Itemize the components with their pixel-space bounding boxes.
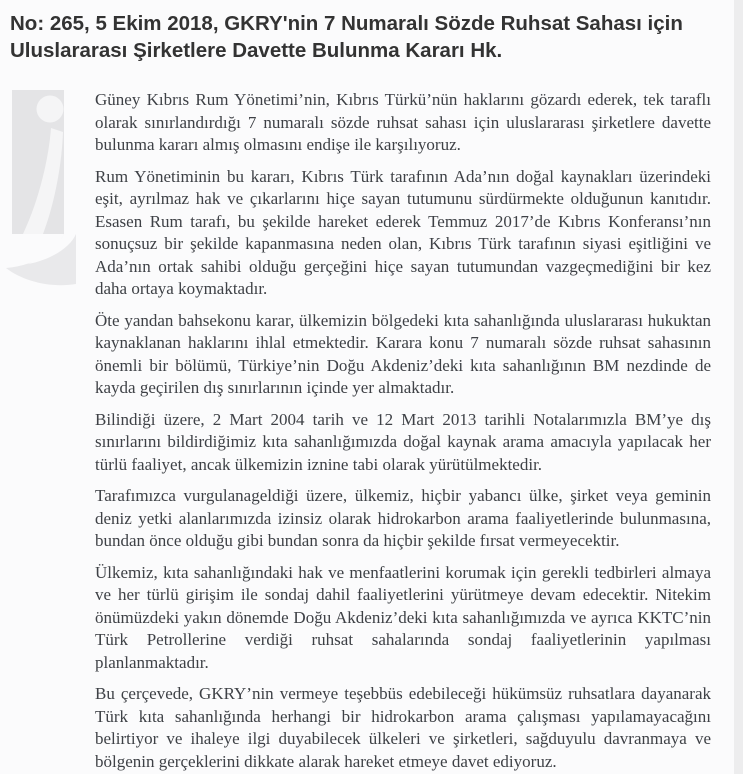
ministry-logo-watermark-icon <box>0 88 90 298</box>
paragraph: Güney Kıbrıs Rum Yönetimi’nin, Kıbrıs Türkü’nün haklarını gözardı ederek, tek taraflı olarak sınırlandırdığı 7 numaralı sözde ruhsat sahası için uluslararası şirketlere davette bulunma kararı almış olmasını endişe ile karşılıyoruz. <box>95 90 711 154</box>
paragraph: Öte yandan bahsekonu karar, ülkemizin bölgedeki kıta sahanlığında uluslararası hukuktan kaynaklanan haklarını ihlal etmektedir. Karara konu 7 numaralı sözde ruhsat sahasının önemli bir bölümü, Türkiye’nin Doğu Akdeniz’deki kıta sahanlığının BM nezdinde de kayda geçirilen dış sınırlarının içinde yer almaktadır. <box>95 310 711 397</box>
paragraph: Bilindiği üzere, 2 Mart 2004 tarih ve 12 Mart 2013 tarihli Notalarımızla BM’ye dış sınırlarını bildirdiğimiz kıta sahanlığımızda doğal kaynak arama amacıyla yapılacak her türlü faaliyet, ancak ülkemizin iznine tabi olarak yürütülmektedir. <box>95 409 711 474</box>
paragraph: Rum Yönetiminin bu kararı, Kıbrıs Türk tarafının Ada’nın doğal kaynakları üzerindeki eşit, ayrılmaz hak ve çıkarlarını hiçe sayan tutumunu sürdürmekte olduğunun kanıtıdır. Esasen Rum tarafı, bu şekilde hareket ederek Temmuz 2017’de Kıbrıs Konferansı’nın sonuçsuz bir şekilde kapanmasına neden olan, Kıbrıs Türk tarafının siyasi eşitliğini ve Ada’nın ortak sahibi olduğu gerçeğini hiçe sayan tutumundan vazgeçmediğini bir kez daha ortaya koymaktadır. <box>95 166 711 298</box>
press-release-body <box>95 89 711 773</box>
paragraph: Bu çerçevede, GKRY’nin vermeye teşebbüs edebileceği hükümsüz ruhsatlara dayanarak Türk kıta sahanlığında herhangi bir hidrokarbon arama çalışması yapılamayacağını belirtiyor ve ihaleye ilgi duyabilecek ülkeleri ve şirketleri, sağduyulu davranmaya ve bölgenin gerçeklerini dikkate alarak hareket etmeye davet ediyoruz. <box>95 684 711 771</box>
page-title: No: 265, 5 Ekim 2018, GKRY'nin 7 Numaralı Sözde Ruhsat Sahası için Uluslararası Şirketlere Davette Bulunma Kararı Hk. <box>10 12 683 62</box>
page-edge-strip <box>734 0 743 774</box>
paragraph: Tarafımızca vurgulanageldiği üzere, ülkemiz, hiçbir yabancı ülke, şirket veya geminin deniz yetki alanlarımızda izinsiz olarak hidrokarbon arama faaliyetlerinde bulunmasına, bundan önce olduğu gibi bundan sonra da hiçbir şekilde fırsat vermeyecektir. <box>95 486 711 550</box>
paragraph: Ülkemiz, kıta sahanlığındaki hak ve menfaatlerini korumak için gerekli tedbirleri almaya ve her türlü girişim ile sondaj dahil faaliyetlerini yürütmeye devam edecektir. Nitekim önümüzdeki yakın dönemde Doğu Akdeniz’deki kıta sahanlığımızda ve ayrıca KKTC’nin Türk Petrollerine verdiği ruhsat sahalarında sondaj faaliyetlerinin yapılması planlanmaktadır. <box>95 562 711 672</box>
